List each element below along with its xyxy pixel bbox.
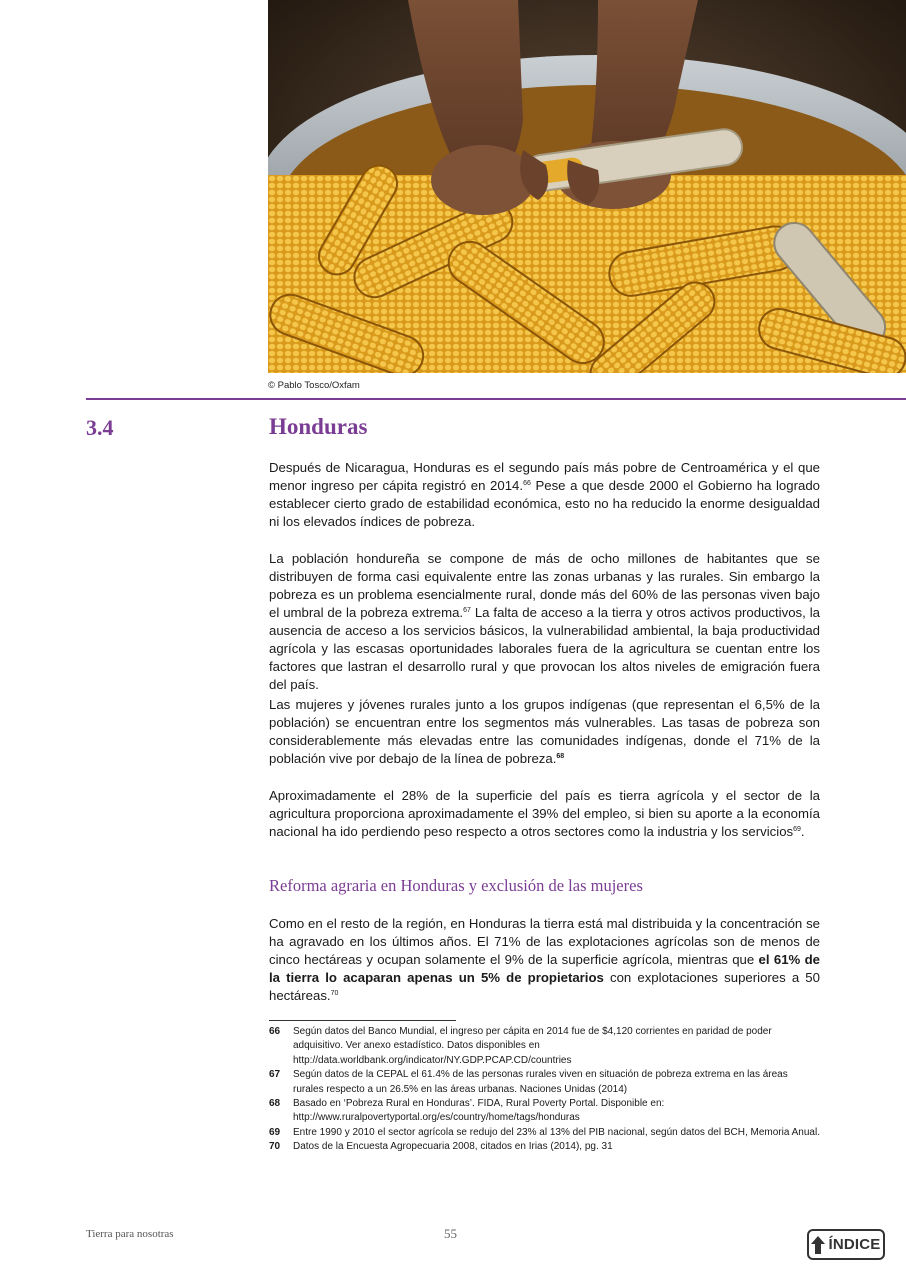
section-title: Honduras — [269, 414, 368, 439]
paragraph-3: Las mujeres y jóvenes rurales junto a los grupos indígenas (que representan el 6,5% de la población) se encuentran entre los segmentos más vulnerables. Las tasas de pobreza son considerablemente más elevadas entre las comunidades indígenas, donde el 71% de la población vive por debajo de la línea de pobreza.$^{68}$ — [269, 697, 820, 766]
footnote-item — [269, 1025, 820, 1068]
cover-photo — [268, 0, 906, 373]
footnote-text: Según datos del Banco Mundial, el ingreso per cápita en 2014 fue de $4,120 corrientes en paridad de poder adquisitivo. Ver anexo estadístico. Datos disponibles en http://data.worldbank.org/indicator/NY.GDP.PCAP.CD/countries — [293, 1026, 772, 1066]
footnote-ref[interactable]: 68 — [556, 753, 565, 760]
subheading: Reforma agraria en Honduras y exclusión de las mujeres — [269, 876, 643, 895]
footnote-number: 69 — [269, 1126, 281, 1138]
footnote-divider — [269, 1020, 456, 1021]
footnote-item — [269, 1126, 820, 1140]
section-number: 3.4 — [86, 415, 114, 440]
footnotes — [269, 1025, 820, 1155]
publication-title: Tierra para nosotras — [86, 1228, 174, 1240]
footnote-number: 67 — [269, 1069, 281, 1081]
index-button-label: ÍNDICE — [828, 1236, 881, 1253]
footnote-text: Según datos de la CEPAL el 61.4% de las personas rurales viven en situación de pobreza extrema en las áreas rurales respecto a un 26.5% en las áreas urbanas. Naciones Unidas (2014) — [293, 1069, 788, 1095]
paragraph-2: La población hondureña se compone de más de ocho millones de habitantes que se distribuyen de forma casi equivalente entre las zonas urbanas y las rurales. Sin embargo la pobreza es un problema esencialmente rural, donde más del 60% de las personas viven bajo el umbral de la pobreza extrema.$^{67}$ La falta de acceso a la tierra y otros activos productivos, la ausencia de acceso a los servicios básicos, la vulnerabilidad ambiental, la baja productividad agrícola y las escasas oportunidades laborales fuera de la agricultura se cuentan entre los factores que lastran el desarrollo rural y que provocan los altos niveles de emigración fuera del país. — [269, 551, 820, 692]
section-divider — [86, 398, 906, 400]
footnote-ref[interactable]: 69 — [793, 826, 801, 833]
footnote-number: 70 — [269, 1141, 281, 1153]
footnote-ref[interactable]: 67 — [463, 607, 471, 614]
emphasis-text: el 61% de la tierra lo acaparan apenas un 5% de propietarios — [269, 952, 820, 985]
paragraph-1: Después de Nicaragua, Honduras es el segundo país más pobre de Centroamérica y el que menor ingreso per cápita registró en 2014.66 Pese a que desde 2000 el Gobierno ha logrado establecer cierto grado de estabilidad económica, esto no ha reducido la enorme desigualdad ni los elevados índices de pobreza. — [269, 460, 820, 529]
footnote-item — [269, 1097, 820, 1126]
footnote-item — [269, 1068, 820, 1097]
footnote-number: 66 — [269, 1026, 281, 1037]
photo-credit: © Pablo Tosco/Oxfam — [268, 380, 360, 391]
index-button[interactable] — [807, 1229, 885, 1260]
footnote-text: Basado en ‘Pobreza Rural en Honduras’. FIDA, Rural Poverty Portal. Disponible en: http://www.ruralpovertyportal.org/es/country/home/tags/honduras — [293, 1098, 665, 1124]
paragraph-4: Aproximadamente el 28% de la superficie del país es tierra agrícola y el sector de la agricultura proporciona aproximadamente el 39% del empleo, si bien su aporte a la economía nacional ha ido perdiendo peso respecto a otros sectores como la industria y los servicios$^{69}$. — [269, 788, 820, 839]
footnote-item — [269, 1140, 820, 1154]
footnote-text: Datos de la Encuesta Agropecuaria 2008, citados en Irias (2014), pg. 31 — [293, 1141, 613, 1153]
footnote-number: 68 — [269, 1098, 281, 1110]
paragraph-5: Como en el resto de la región, en Honduras la tierra está mal distribuida y la concentración se ha agravado en los últimos años. El 71% de las explotaciones agrícolas son de menos de cinco hectáreas y ocupan solamente el 9% de la superficie agrícola, mientras que el 61% de la tierra lo acaparan apenas un 5% de propietarios con explotaciones superiores a 50 hectáreas.$^{70}$ — [269, 916, 820, 1003]
footnote-ref[interactable]: 66 — [523, 480, 531, 487]
arrow-up-icon — [811, 1236, 825, 1254]
page-number: 55 — [444, 1226, 457, 1241]
footnote-text: Entre 1990 y 2010 el sector agrícola se redujo del 23% al 13% del PIB nacional, según datos del BCH, Memoria Anual. — [293, 1126, 820, 1138]
footnote-ref[interactable]: 70 — [330, 990, 339, 997]
